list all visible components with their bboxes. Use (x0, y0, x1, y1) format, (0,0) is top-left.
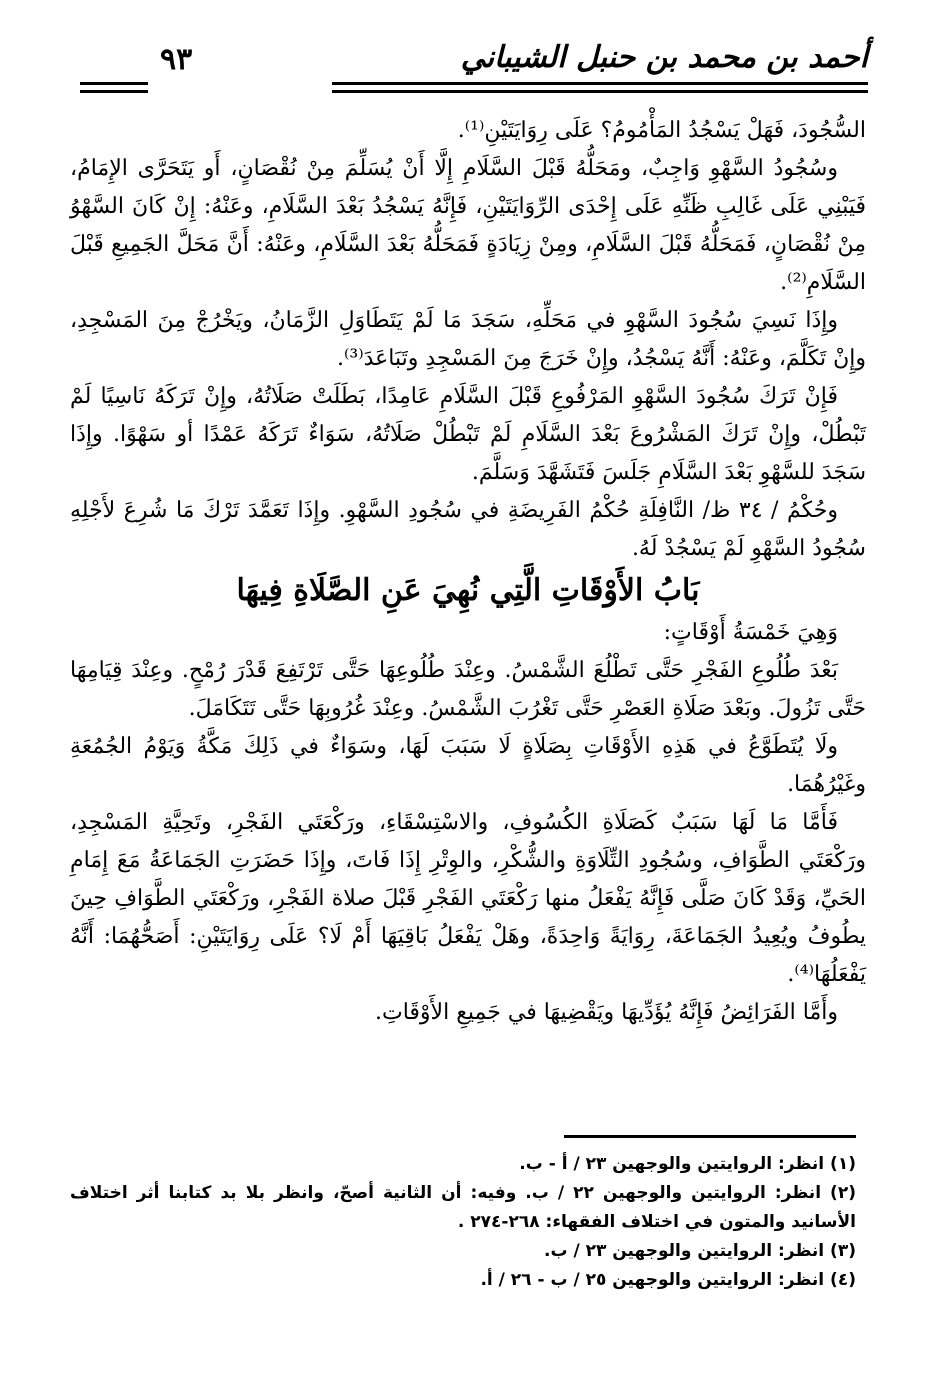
footnote: (٤) انظر: الروايتين والوجهين ٢٥ / ب - ٢٦ / أ. (480, 1270, 856, 1290)
paragraph: وحُكْمُ / ٣٤ ظ/ النَّافِلَةِ حُكْمُ الفَرِيضَةِ في سُجُودِ السَّهْوِ. وإِذَا تَعَمَّدَ تَرْكَ مَا شُرِعَ لأَجْلِهِ سُجُودُ السَّهْوِ لَمْ يَسْجُدْ لَهُ. (70, 498, 866, 561)
paragraph: السُّجُودَ، فَهَلْ يَسْجُدُ المَأْمُومُ؟ عَلَى رِوَايَتَيْنِ⁽¹⁾. (457, 118, 866, 143)
footnotes (70, 1150, 856, 1295)
paragraph: ولَا يُتَطَوَّعُ في هَذِهِ الأَوْقَاتِ بِصَلَاةٍ لَا سَبَبَ لَهَا، وسَوَاءٌ في ذَلِكَ مَكَّةُ وَيَوْمُ الجُمُعَةِ وغَيْرُهُمَا. (70, 734, 866, 797)
footnote: (٣) انظر: الروايتين والوجهين ٢٣ / ب. (543, 1241, 856, 1261)
paragraph: بَعْدَ طُلُوعِ الفَجْرِ حَتَّى تَطْلُعَ الشَّمْسُ. وعِنْدَ طُلُوعِهَا حَتَّى تَرْتَفِعَ قَدْرَ رُمْحٍ. وعِنْدَ قِيَامِهَا حَتَّى تَزُولَ. وبَعْدَ صَلَاةِ العَصْرِ حَتَّى تَغْرُبَ الشَّمْسُ. وعِنْدَ غُرُوبِهَا حَتَّى تَتَكَامَلَ. (70, 658, 866, 721)
paragraph: فَأَمَّا مَا لَهَا سَبَبٌ كَصَلَاةِ الكُسُوفِ، والاسْتِسْقَاءِ، ورَكْعَتَي الفَجْرِ، وتَحِيَّةِ المَسْجِدِ، ورَكْعَتَي الطَّوَافِ، وسُجُودِ التِّلَاوَةِ والشُّكْرِ، والوِتْرِ إِذَا فَاتَ، وإِذَا حَضَرَتِ الجَمَاعَةُ مَعَ إِمَامِ الحَيِّ، وَقَدْ كَانَ صَلَّى فَإِنَّهُ يَفْعَلُ منها رَكْعَتَي الفَجْرِ قَبْلَ صلاة الفَجْرِ، ورَكْعَتَي الطَّوَافِ حِينَ يطُوفُ ويُعِيدُ الجَمَاعَةَ، رِوَايَةً وَاحِدَةً، وهَلْ يَفْعَلُ بَاقِيَهَا أَمْ لَا؟ عَلَى رِوَايَتَيْنِ: أَصَحُّهُمَا: أَنَّهُ يَفْعَلُهَا⁽⁴⁾. (70, 810, 866, 987)
page-number: ٩٣ (160, 42, 193, 77)
main-text (70, 112, 866, 1032)
running-title: أحمد بن محمد بن حنبل الشيباني (460, 40, 868, 75)
paragraph: وَهِيَ خَمْسَةُ أَوْقَاتٍ: (663, 620, 838, 645)
running-header (70, 38, 868, 98)
header-rule (332, 90, 868, 93)
paragraph: فَإِنْ تَرَكَ سُجُودَ السَّهْوِ المَرْفُوعِ قَبْلَ السَّلَامِ عَامِدًا، بَطَلَتْ صَلَاتُهُ، وإِنْ تَرَكَهُ نَاسِيًا لَمْ تَبْطُلْ، وإِنْ تَرَكَ المَشْرُوعَ بَعْدَ السَّلَامِ لَمْ تَبْطُلْ صَلَاتُهُ، سَوَاءٌ تَرَكَهُ عَمْدًا أو سَهْوًا. وإِذَا سَجَدَ للسَّهْوِ بَعْدَ السَّلَامِ جَلَسَ فَتَشَهَّدَ وَسَلَّمَ. (70, 384, 866, 485)
header-rule (80, 82, 148, 85)
chapter-heading: بَابُ الأَوْقَاتِ الَّتِي نُهِيَ عَنِ الصَّلَاةِ فِيهَا (236, 573, 700, 608)
paragraph: وأَمَّا الفَرَائِضُ فَإِنَّهُ يُؤَدِّيهَا ويَقْضِيهَا في جَمِيعِ الأَوْقَاتِ. (375, 1000, 838, 1025)
paragraph: وإِذَا نَسِيَ سُجُودَ السَّهْوِ في مَحَلِّهِ، سَجَدَ مَا لَمْ يَتَطَاوَلِ الزَّمَانُ، ويَخْرُجْ مِنَ المَسْجِدِ، وإِنْ تَكَلَّمَ، وعَنْهُ: أَنَّهُ يَسْجُدُ، وإِنْ خَرَجَ مِنَ المَسْجِدِ وتَبَاعَدَ⁽³⁾. (70, 308, 866, 371)
header-rule (80, 90, 148, 93)
footnote-separator (564, 1135, 856, 1138)
header-rule (332, 82, 868, 85)
paragraph: وسُجُودُ السَّهْوِ وَاجِبٌ، ومَحَلُّهُ قَبْلَ السَّلَامِ إِلَّا أَنْ يُسَلِّمَ مِنْ نُقْصَانٍ، أَو يَتَحَرَّى الإِمَامُ، فَيَبْنِي عَلَى غَالِبِ ظَنِّهِ عَلَى إِحْدَى الرِّوَايَتَيْنِ، فَإِنَّهُ يَسْجُدُ بَعْدَ السَّلَامِ، وعَنْهُ: إِنْ كَانَ السَّهْوُ مِنْ نُقْصَانٍ، فَمَحَلُّهُ قَبْلَ السَّلَامِ، ومِنْ زِيَادَةٍ فَمَحَلُّهُ بَعْدَ السَّلَامِ، وعَنْهُ: أَنَّ مَحَلَّ الجَمِيعِ قَبْلَ السَّلَامِ⁽²⁾. (70, 156, 866, 295)
footnote: (١) انظر: الروايتين والوجهين ٢٣ / أ - ب. (519, 1154, 856, 1174)
footnote: (٢) انظر: الروايتين والوجهين ٢٢ / ب. وفيه: أن الثانية أصحّ، وانظر بلا بد كتابنا أثر اختلاف الأسانيد والمتون في اختلاف الفقهاء: ٢٦٨-٢٧٤ . (70, 1183, 856, 1232)
